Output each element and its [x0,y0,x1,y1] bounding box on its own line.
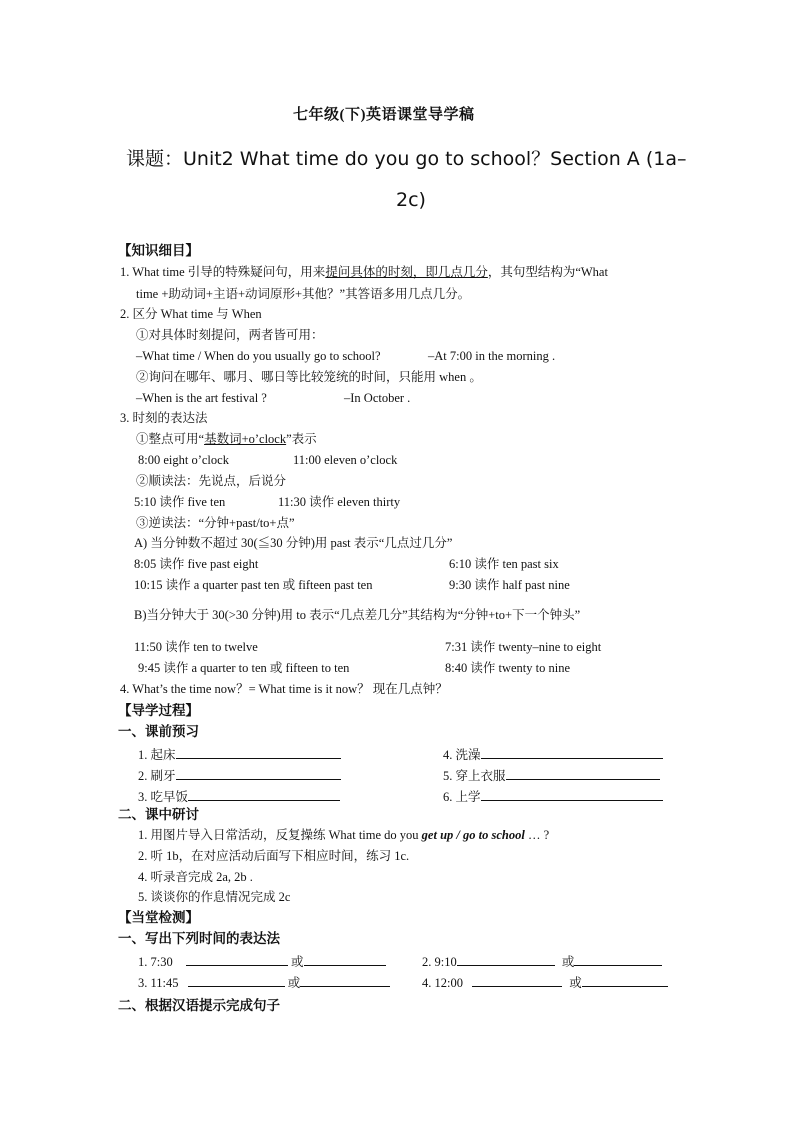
preview-item-6 [443,787,663,805]
answer-blank[interactable] [188,787,340,801]
knowledge-point-4: 4. What’s the time now？= What time is it now？ 现在几点钟？ [120,682,448,696]
preview-heading: 一、课前预习 [118,724,199,739]
answer-blank[interactable] [188,973,285,987]
preview-item-label: 1. 起床 [138,748,176,762]
or-label: 或 [561,955,575,969]
exercise-q-label: 4. 12:00 [422,976,463,990]
kp3-b-example1b: 7:31 读作 twenty–nine to eight [445,640,602,654]
kp3-a-example1b: 6:10 读作 ten past six [449,557,559,571]
task-2: 2. 听 1b，在对应活动后面写下相应时间，练习 1c. [138,849,410,863]
task-1-end: … ? [524,828,550,842]
kp3-example1a: 8:00 eight o’clock [138,453,229,467]
kp3-line3: ③逆读法：“分钟+past/to+点” [136,516,295,530]
preview-item-label: 3. 吃早饭 [138,790,189,804]
answer-blank[interactable] [481,745,663,759]
answer-blank[interactable] [304,952,386,966]
exercise-2-heading: 二、根据汉语提示完成句子 [118,998,280,1013]
kp3-l1-underlined: 基数词+o’clock [204,432,287,446]
kp3-a-example2a: 10:15 读作 a quarter past ten 或 fifteen past ten [134,578,373,592]
kp1-text-b: ，其句型结构为“What [487,265,608,279]
kp3-heading: 3. 时刻的表达法 [120,411,208,425]
preview-item-label: 6. 上学 [443,790,481,804]
exercise-q4 [422,973,668,991]
kp3-b-example2a: 9:45 读作 a quarter to ten 或 fifteen to ten [138,661,350,675]
kp2-heading: 2. 区分 What time 与 When [120,307,262,321]
kp3-example2b: 11:30 读作 eleven thirty [278,495,401,509]
exercise-q-label: 3. 11:45 [138,976,179,990]
kp3-a-example1a: 8:05 读作 five past eight [134,557,259,571]
exercise-q1 [138,952,386,970]
preview-item-4 [443,745,663,763]
lesson-title-line2: 2c) [396,189,426,211]
in-class-heading: 二、课中研讨 [118,807,199,822]
preview-item-label: 5. 穿上衣服 [443,769,506,783]
answer-blank[interactable] [582,973,668,987]
answer-blank[interactable] [472,973,562,987]
preview-item-label: 2. 刷牙 [138,769,176,783]
exercise-q-label: 1. 7:30 [138,955,173,969]
kp3-rule-a: A) 当分钟数不超过 30(≦30 分钟)用 past 表示“几点过几分” [134,536,453,550]
kp3-example2a: 5:10 读作 five ten [134,495,226,509]
kp1-text-a: 1. What time 引导的特殊疑问句，用来 [120,265,326,279]
kp3-line2: ②顺读法：先说点，后说分 [136,474,287,488]
kp3-l1-a: ①整点可用“ [136,432,205,446]
answer-blank[interactable] [300,973,390,987]
kp3-rule-b: B)当分钟大于 30(>30 分钟)用 to 表示“几点差几分”其结构为“分钟+to+下一个钟头” [134,608,581,622]
lesson-title-line1: 课题：Unit2 What time do you go to school？Section A (1a– [126,148,687,170]
kp2-answer2: –In October . [344,391,411,405]
knowledge-heading: 【知识细目】 [118,243,199,258]
task-1-text: 1. 用图片导入日常活动，反复操练 What time do you [138,828,422,842]
process-heading: 【导学过程】 [118,703,199,718]
or-label: 或 [290,955,304,969]
kp3-b-example1a: 11:50 读作 ten to twelve [134,640,258,654]
page-title: 七年级(下)英语课堂导学稿 [293,107,475,123]
kp3-b-example2b: 8:40 读作 twenty to nine [445,661,570,675]
answer-blank[interactable] [186,952,288,966]
kp2-question2: –When is the art festival ? [136,391,267,405]
kp2-question: –What time / When do you usually go to school? [136,349,381,363]
kp3-a-example2b: 9:30 读作 half past nine [449,578,570,592]
preview-item-2 [138,766,341,784]
kp3-l1-b: ”表示 [286,432,317,446]
exercise-q-label: 2. 9:10 [422,955,457,969]
task-3: 4. 听录音完成 2a, 2b . [138,870,253,884]
answer-blank[interactable] [481,787,663,801]
answer-blank[interactable] [506,766,660,780]
or-label: 或 [569,976,582,990]
preview-item-1 [138,745,341,763]
exercise-q3 [138,973,390,991]
task-1-emphasis: get up / go to school [421,828,525,842]
task-4: 5. 谈谈你的作息情况完成 2c [138,890,291,904]
answer-blank[interactable] [176,766,341,780]
or-label: 或 [287,976,301,990]
check-heading: 【当堂检测】 [118,910,199,925]
kp1-text-c: time +助动词+主语+动词原形+其他？”其答语多用几点几分。 [136,287,471,301]
kp2-line1: ①对具体时刻提问，两者皆可用： [136,328,324,342]
task-1 [138,828,549,843]
answer-blank[interactable] [176,745,341,759]
kp3-example1b: 11:00 eleven o’clock [293,453,398,467]
kp2-answer: –At 7:00 in the morning . [428,349,556,363]
knowledge-point-1 [120,265,608,280]
exercise-1-heading: 一、写出下列时间的表达法 [118,931,280,946]
exercise-q2 [422,952,662,970]
answer-blank[interactable] [457,952,555,966]
kp3-line1 [136,432,317,447]
preview-item-5 [443,766,660,784]
answer-blank[interactable] [574,952,662,966]
kp1-underlined: 提问具体的时刻，即几点几分 [325,265,488,279]
kp2-line3: ②询问在哪年、哪月、哪日等比较笼统的时间，只能用 when 。 [136,370,482,384]
preview-item-3 [138,787,340,805]
preview-item-label: 4. 洗澡 [443,748,481,762]
